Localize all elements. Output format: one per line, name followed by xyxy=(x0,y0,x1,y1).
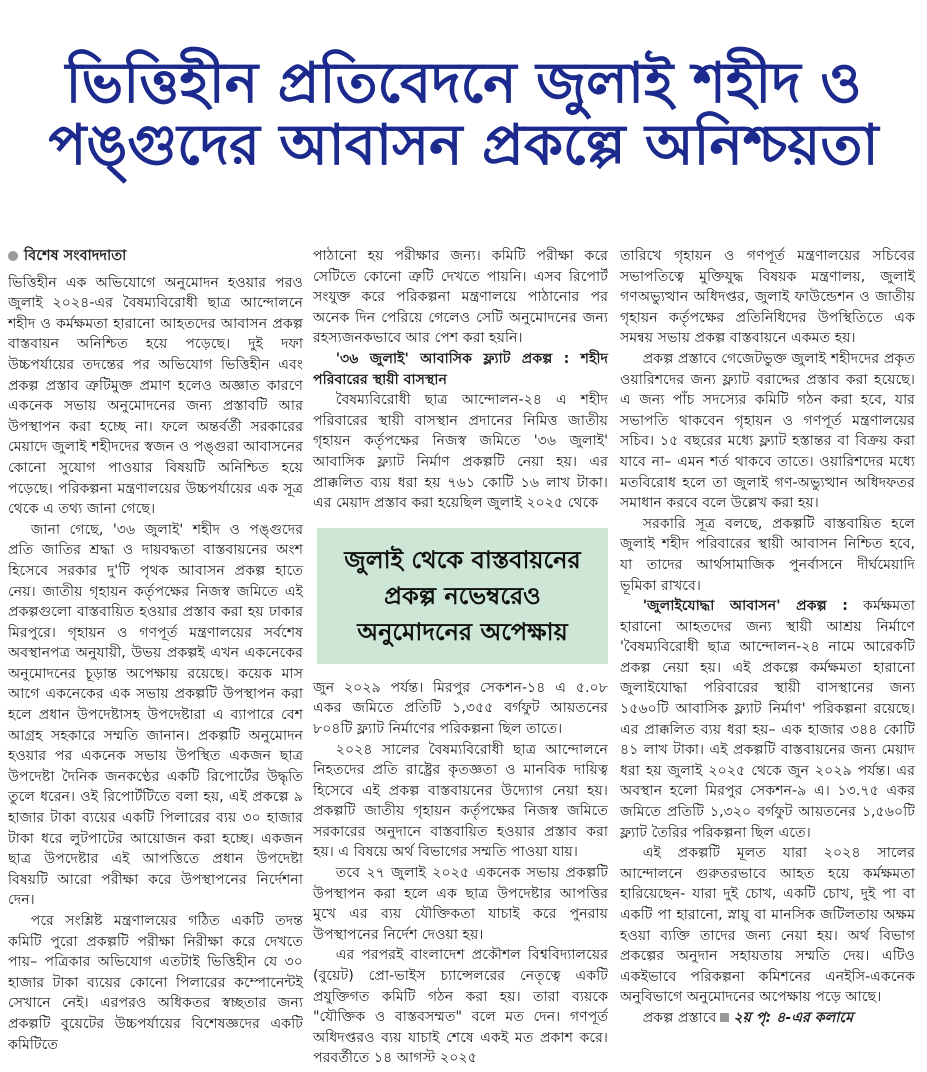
paragraph: পাঠানো হয় পরীক্ষার জন্য। কমিটি পরীক্ষা করে সেটিতে কোনো ত্রুটি দেখতে পায়নি। এসব রিপোর্ট সংযুক্ত করে পরিকল্পনা মন্ত্রণালয়ে পাঠানোর পর অনেক দিন পেরিয়ে গেলেও সেটি অনুমোদনের জন্য রহস্যজনকভাবে আর পেশ করা হয়নি। xyxy=(313,248,608,347)
headline xyxy=(0,0,927,230)
paragraph: প্রকল্প প্রস্তাবে গেজেটভুক্ত জুলাই শহীদদের প্রকৃত ওয়ারিশদের জন্য ফ্ল্যাট বরাদ্দের প্রস্তাব করা হয়েছে। এ জন্য পাঁচ সদস্যের কমিটি গঠন করা হবে, যার সভাপতি থাকবেন গৃহায়ন ও গণপূর্ত মন্ত্রণালয়ের সচিব। ১৫ বছরের মধ্যে ফ্ল্যাট হস্তান্তর বা বিক্রয় করা যাবে না– এমন শর্ত থাকবে তাতে। ওয়ারিশদের মধ্যে মতবিরোধ হলে তা জুলাই গণ-অভ্যুত্থান অধিদফতর সমাধান করবে বলে উল্লেখ করা হয়। xyxy=(620,350,915,512)
paragraph xyxy=(620,596,915,843)
paragraph-text: কর্মক্ষমতা হারানো আহতদের জন্য স্থায়ী আশ্রয় নির্মাণে 'বৈষম্যবিরোধী ছাত্র আন্দোলন-২৪ নামে আরেকটি প্রকল্প নেয়া হয়। এই প্রকল্পে কর্মক্ষমতা হারানো জুলাইযোদ্ধা পরিবারের স্থায়ী বাসস্থানের জন্য ১৫৬০টি আবাসিক ফ্ল্যাট নির্মাণ' পরিকল্পনা রয়েছে। এর প্রাক্কলিত ব্যয় ধরা হয়– এক হাজার ৩৪৪ কোটি ৪১ লাখ টাকা। এই প্রকল্পটি বাস্তবায়নের জন্য মেয়াদ ধরা হয় জুলাই ২০২৫ থেকে জুন ২০২৯ পর্যন্ত। এর অবস্থান হলো মিরপুর সেকশন-৯ এ। ১৩.৭৫ একর জমিতে প্রতিটি ১,৩২০ বর্গফুট আয়তনের ১,৫৬০টি ফ্ল্যাট তৈরির পরিকল্পনা ছিল এতে। xyxy=(620,598,915,841)
headline-line-1: ভিত্তিহীন প্রতিবেদনে জুলাই শহীদ ও xyxy=(65,51,862,116)
paragraph: তারিখে গৃহায়ন ও গণপূর্ত মন্ত্রণালয়ের সচিবের সভাপতিত্বে মুক্তিযুদ্ধ বিষয়ক মন্ত্রণালয়, জুলাই গণঅভ্যুত্থান অধিদপ্তর, জুলাই ফাউন্ডেশন ও জাতীয় গৃহায়ন কর্তৃপক্ষের প্রতিনিধিদের উপস্থিতিতে এক সমন্বয় সভায় প্রকল্প বাস্তবায়নে একমত হয়। xyxy=(620,248,915,347)
paragraph: জুন ২০২৯ পর্যন্ত। মিরপুর সেকশন-১৪ এ ৫.০৮ একর জমিতে প্রতিটি ১,৩৫৫ বর্গফুট আয়তনের ৮০৪টি ফ্ল্যাট নির্মাণের পরিকল্পনা ছিল তাতে। xyxy=(313,679,608,737)
paragraph: বৈষম্যবিরোধী ছাত্র আন্দোলন-২৪ এ শহীদ পরিবারের স্থায়ী বাসস্থান প্রদানের নিমিত্ত জাতীয় গৃহায়ন কর্তৃপক্ষের নিজস্ব জমিতে '৩৬ জুলাই' আবাসিক ফ্ল্যাট নির্মাণ প্রকল্পটি নেয়া হয়। এর প্রাক্কলিত ব্যয় ধরা হয় ৭৬১ কোটি ১৬ লাখ টাকা। এর মেয়াদ প্রস্তাব করা হয়েছিল জুলাই ২০২৫ থেকে xyxy=(313,392,608,512)
bullet-dot-icon xyxy=(8,251,18,261)
continuation-line[interactable] xyxy=(620,1008,915,1029)
pull-quote: জুলাই থেকে বাস্তবায়নের প্রকল্প নভেম্বরেও অনুমোদনের অপেক্ষায় xyxy=(317,528,608,664)
paragraph: তবে ২৭ জুলাই ২০২৫ একনেক সভায় প্রকল্পটি উপস্থাপন করা হলে এক ছাত্র উপদেষ্টার আপত্তির মুখে এর ব্যয় যৌক্তিকতা যাচাই করে পুনরায় উপস্থাপনের নির্দেশ দেওয়া হয়। xyxy=(313,865,608,943)
subheading-inline: 'জুলাইযোদ্ধা আবাসন' প্রকল্প : xyxy=(642,598,848,615)
paragraph: সরকারি সূত্র বলছে, প্রকল্পটি বাস্তবায়িত হলে জুলাই শহীদ পরিবারের স্থায়ী আবাসন নিশ্চিত হবে, যা তাদের আর্থসামাজিক পুনর্বাসনে দীর্ঘমেয়াদি ভূমিকা রাখবে। xyxy=(620,515,915,594)
square-marker-icon xyxy=(720,1013,729,1022)
article-column-2 xyxy=(313,246,608,1069)
article-column-3 xyxy=(620,246,915,1029)
byline-text: বিশেষ সংবাদদাতা xyxy=(24,248,127,264)
byline xyxy=(8,246,303,267)
article-column-1 xyxy=(8,246,303,1055)
subheading: '৩৬ জুলাই' আবাসিক ফ্ল্যাট প্রকল্প : শহীদ পরিবারের স্থায়ী বাসস্থান xyxy=(313,350,608,388)
continuation-text: প্রকল্প প্রস্তাবে xyxy=(642,1009,717,1026)
paragraph: ২০২৪ সালের বৈষম্যবিরোধী ছাত্র আন্দোলনে নিহতদের প্রতি রাষ্ট্রের কৃতজ্ঞতা ও মানবিক দায়িত্ব হিসেবে এই প্রকল্প বাস্তবায়নের উদ্যোগ নেয়া হয়। প্রকল্পটি জাতীয় গৃহায়ন কর্তৃপক্ষের নিজস্ব জমিতে সরকারের অনুদানে বাস্তবায়িত হওয়ার প্রস্তাব করা হয়। এ বিষয়ে অর্থ বিভাগের সম্মতি পাওয়া যায়। xyxy=(313,741,608,861)
paragraph: এই প্রকল্পটি মূলত যারা ২০২৪ সালের আন্দোলনে গুরুতরভাবে আহত হয়ে কর্মক্ষমতা হারিয়েছেন- যারা দুই চোখ, একটি চোখ, দুই পা বা একটি পা হারানো, স্নায়ু বা মানসিক জটিলতায় অক্ষম হওয়া ব্যক্তি তাদের জন্য নেয়া হয়। অর্থ বিভাগ প্রকল্পের অনুদান সহায়তায় সম্মতি দেয়। এটিও একইভাবে পরিকল্পনা কমিশনের এনইসি-একনেক অনুবিভাগে অনুমোদনের অপেক্ষায় পড়ে আছে। xyxy=(620,845,915,1006)
paragraph: এর পরপরই বাংলাদেশ প্রকৌশল বিশ্ববিদ্যালয়ের (বুয়েট) প্রো-ভাইস চ্যান্সেলরের নেতৃত্বে একটি প্রযুক্তিগত কমিটি গঠন করা হয়। তারা ব্যয়কে "যৌক্তিক ও বাস্তবসম্মত" বলে মত দেন। গণপূর্ত অধিদপ্তরও ব্যয় যাচাই শেষে একই মত প্রকাশ করে। পরবর্তীতে ১৪ আগস্ট ২০২৫ xyxy=(313,947,608,1067)
paragraph: জানা গেছে, '৩৬ জুলাই' শহীদ ও পঙ্গুদের প্রতি জাতির শ্রদ্ধা ও দায়বদ্ধতা বাস্তবায়নের অংশ হিসেবে সরকার দু'টি পৃথক আবাসন প্রকল্প হাতে নেয়। জাতীয় গৃহায়ন কর্তৃপক্ষের নিজস্ব জমিতে এই প্রকল্পগুলো বাস্তবায়িত হওয়ার প্রস্তাব করা হয় ঢাকার মিরপুরে। গৃহায়ন ও গণপূর্ত মন্ত্রণালয়ের সর্বশেষ অবস্থানপত্র অনুযায়ী, উভয় প্রকল্পই এখন একনেকের অনুমোদনের চূড়ান্ত অপেক্ষায় রয়েছে। কয়েক মাস আগে একনেকের এক সভায় প্রকল্পটি উপস্থাপন করা হলে প্রধান উপদেষ্টাসহ উপদেষ্টারা এ ব্যাপারে বেশ আগ্রহ সহকারে সম্মতি জানান। প্রকল্পটি অনুমোদন হওয়ার পর একনেক সভায় উপস্থিত একজন ছাত্র উপদেষ্টা দৈনিক জনকণ্ঠের একটি রিপোর্টের উদ্ধৃতি তুলে ধরেন। ওই রিপোর্টটিতে বলা হয়, এই প্রকল্পে ৯ হাজার টাকা ব্যয়ের একটি পিলারের ব্যয় ৩০ হাজার টাকা ধরে লুটপাটের আয়োজন করা হচ্ছে। একজন ছাত্র উপদেষ্টার এই আপত্তিতে প্রধান উপদেষ্টা বিষয়টি আরো পরীক্ষা করে উপস্থাপনের নির্দেশনা দেন। xyxy=(8,521,303,909)
paragraph: ভিত্তিহীন এক অভিযোগে অনুমোদন হওয়ার পরও জুলাই ২০২৪-এর বৈষম্যবিরোধী ছাত্র আন্দোলনে শহীদ ও কর্মক্ষমতা হারানো আহতদের আবাসন প্রকল্প বাস্তবায়ন অনিশ্চিত হয়ে পড়েছে। দুই দফা উচ্চপর্যায়ের তদন্তের পর অভিযোগ ভিত্তিহীন এবং প্রকল্প প্রস্তাব ত্রুটিমুক্ত প্রমাণ হলেও অজ্ঞাত কারণে একনেক সভায় অনুমোদনের জন্য প্রস্তাবটি আর উপস্থাপন করা হচ্ছে না। ফলে অন্তর্বর্তী সরকারের মেয়াদে জুলাই শহীদদের স্বজন ও পঙ্গুরা আবাসনের কোনো সুযোগ পাওয়ার বিষয়টি অনিশ্চিত হয়ে পড়েছে। পরিকল্পনা মন্ত্রণালয়ের উচ্চপর্যায়ের এক সূত্র থেকে এ তথ্য জানা গেছে। xyxy=(8,274,303,518)
continuation-reference[interactable]: ২য় পৃ: ৪-এর কলামে xyxy=(733,1009,853,1026)
paragraph: পরে সংশ্লিষ্ট মন্ত্রণালয়ের গঠিত একটি তদন্ত কমিটি পুরো প্রকল্পটি পরীক্ষা নিরীক্ষা করে দেখতে পায়– পত্রিকার অভিযোগ এতটাই ভিত্তিহীন যে ৩০ হাজার টাকা ব্যয়ের কোনো পিলারের কম্পোনেন্টই সেখানে নেই। এরপরও অধিকতর স্বচ্ছতার জন্য প্রকল্পটি বুয়েটের উচ্চপর্যায়ের বিশেষজ্ঞদের একটি কমিটিতে xyxy=(8,913,303,1053)
headline-line-2: পঙ্গুদের আবাসন প্রকল্পে অনিশ্চয়তা xyxy=(48,113,879,178)
